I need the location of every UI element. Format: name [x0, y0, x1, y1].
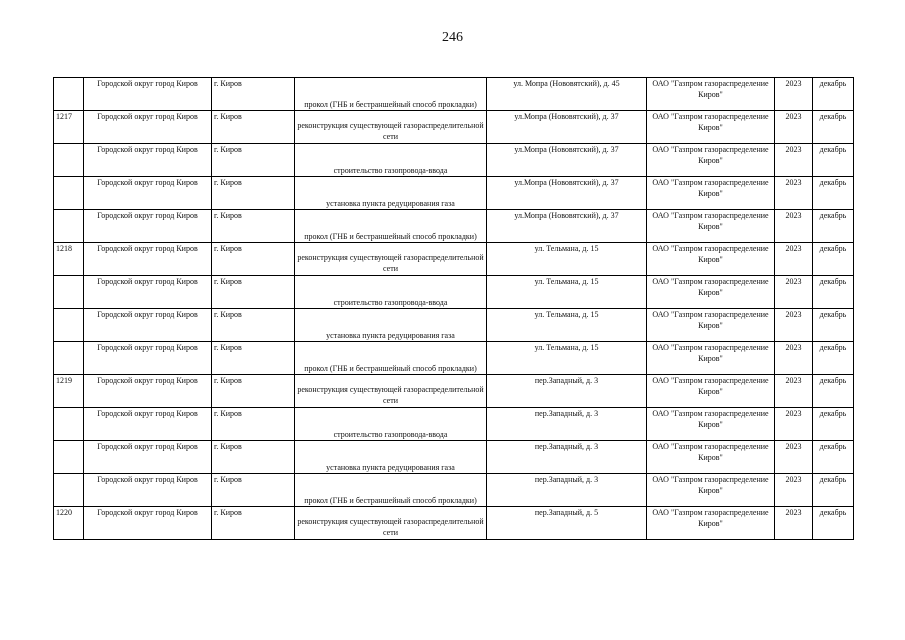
municipality-cell: Городской округ город Киров — [84, 78, 212, 111]
work-type-text: прокол (ГНБ и бестраншейный способ прокладки) — [304, 496, 477, 505]
month-cell: декабрь — [813, 375, 854, 408]
month-cell: декабрь — [813, 177, 854, 210]
year-cell: 2023 — [775, 78, 813, 111]
year-cell: 2023 — [775, 408, 813, 441]
organization-cell: ОАО "Газпром газораспределение Киров" — [647, 243, 775, 276]
work-type-cell — [295, 144, 487, 177]
work-type-cell — [295, 474, 487, 507]
work-type-cell — [295, 243, 487, 276]
municipality-cell: Городской округ город Киров — [84, 474, 212, 507]
year-cell: 2023 — [775, 276, 813, 309]
year-cell: 2023 — [775, 177, 813, 210]
work-type-cell — [295, 408, 487, 441]
month-cell: декабрь — [813, 441, 854, 474]
table-row — [54, 276, 854, 309]
address-cell: пер.Западный, д. 3 — [487, 408, 647, 441]
work-type-cell — [295, 441, 487, 474]
work-type-text: прокол (ГНБ и бестраншейный способ прокладки) — [304, 232, 477, 241]
month-cell: декабрь — [813, 276, 854, 309]
row-number-cell: 1220 — [54, 507, 84, 540]
work-type-text: установка пункта редуцирования газа — [326, 331, 455, 340]
address-cell: ул.Мопра (Нововятский), д. 37 — [487, 210, 647, 243]
work-type-cell — [295, 375, 487, 408]
city-cell: г. Киров — [212, 441, 295, 474]
municipality-cell: Городской округ город Киров — [84, 309, 212, 342]
address-cell: пер.Западный, д. 3 — [487, 375, 647, 408]
work-type-cell — [295, 111, 487, 144]
address-cell: ул. Тельмана, д. 15 — [487, 276, 647, 309]
organization-cell: ОАО "Газпром газораспределение Киров" — [647, 375, 775, 408]
work-type-cell — [295, 177, 487, 210]
month-cell: декабрь — [813, 408, 854, 441]
organization-cell: ОАО "Газпром газораспределение Киров" — [647, 177, 775, 210]
table-row — [54, 441, 854, 474]
year-cell: 2023 — [775, 144, 813, 177]
work-type-cell — [295, 507, 487, 540]
month-cell: декабрь — [813, 507, 854, 540]
city-cell: г. Киров — [212, 243, 295, 276]
year-cell: 2023 — [775, 243, 813, 276]
work-type-text: установка пункта редуцирования газа — [326, 463, 455, 472]
table-row — [54, 144, 854, 177]
table-row — [54, 78, 854, 111]
address-cell: пер.Западный, д. 3 — [487, 441, 647, 474]
municipality-cell: Городской округ город Киров — [84, 342, 212, 375]
gasification-table — [53, 77, 854, 540]
city-cell: г. Киров — [212, 210, 295, 243]
row-number-cell — [54, 78, 84, 111]
work-type-cell — [295, 78, 487, 111]
month-cell: декабрь — [813, 342, 854, 375]
work-type-text: реконструкция существующей газораспределительной сети — [297, 517, 484, 537]
city-cell: г. Киров — [212, 342, 295, 375]
municipality-cell: Городской округ город Киров — [84, 210, 212, 243]
address-cell: ул.Мопра (Нововятский), д. 37 — [487, 111, 647, 144]
row-number-cell — [54, 177, 84, 210]
year-cell: 2023 — [775, 210, 813, 243]
work-type-text: прокол (ГНБ и бестраншейный способ прокладки) — [304, 100, 477, 109]
row-number-cell — [54, 441, 84, 474]
municipality-cell: Городской округ город Киров — [84, 144, 212, 177]
city-cell: г. Киров — [212, 507, 295, 540]
table-row — [54, 309, 854, 342]
table-row — [54, 474, 854, 507]
municipality-cell: Городской округ город Киров — [84, 441, 212, 474]
month-cell: декабрь — [813, 309, 854, 342]
city-cell: г. Киров — [212, 408, 295, 441]
work-type-cell — [295, 342, 487, 375]
row-number-cell — [54, 408, 84, 441]
city-cell: г. Киров — [212, 144, 295, 177]
organization-cell: ОАО "Газпром газораспределение Киров" — [647, 309, 775, 342]
row-number-cell — [54, 276, 84, 309]
row-number-cell: 1217 — [54, 111, 84, 144]
month-cell: декабрь — [813, 144, 854, 177]
address-cell: ул.Мопра (Нововятский), д. 37 — [487, 177, 647, 210]
organization-cell: ОАО "Газпром газораспределение Киров" — [647, 78, 775, 111]
month-cell: декабрь — [813, 474, 854, 507]
row-number-cell: 1219 — [54, 375, 84, 408]
organization-cell: ОАО "Газпром газораспределение Киров" — [647, 276, 775, 309]
address-cell: ул. Мопра (Нововятский), д. 45 — [487, 78, 647, 111]
city-cell: г. Киров — [212, 375, 295, 408]
year-cell: 2023 — [775, 309, 813, 342]
work-type-text: строительство газопровода-ввода — [333, 166, 448, 175]
address-cell: ул. Тельмана, д. 15 — [487, 243, 647, 276]
municipality-cell: Городской округ город Киров — [84, 507, 212, 540]
municipality-cell: Городской округ город Киров — [84, 408, 212, 441]
year-cell: 2023 — [775, 441, 813, 474]
table-row — [54, 507, 854, 540]
year-cell: 2023 — [775, 111, 813, 144]
city-cell: г. Киров — [212, 474, 295, 507]
organization-cell: ОАО "Газпром газораспределение Киров" — [647, 474, 775, 507]
address-cell: ул. Тельмана, д. 15 — [487, 342, 647, 375]
work-type-text: реконструкция существующей газораспределительной сети — [297, 121, 484, 141]
table-row — [54, 111, 854, 144]
year-cell: 2023 — [775, 474, 813, 507]
municipality-cell: Городской округ город Киров — [84, 375, 212, 408]
city-cell: г. Киров — [212, 276, 295, 309]
table-row — [54, 243, 854, 276]
city-cell: г. Киров — [212, 177, 295, 210]
table-row — [54, 408, 854, 441]
work-type-text: реконструкция существующей газораспределительной сети — [297, 253, 484, 273]
organization-cell: ОАО "Газпром газораспределение Киров" — [647, 210, 775, 243]
work-type-text: прокол (ГНБ и бестраншейный способ прокладки) — [304, 364, 477, 373]
address-cell: ул.Мопра (Нововятский), д. 37 — [487, 144, 647, 177]
municipality-cell: Городской округ город Киров — [84, 243, 212, 276]
year-cell: 2023 — [775, 375, 813, 408]
month-cell: декабрь — [813, 210, 854, 243]
row-number-cell — [54, 309, 84, 342]
table-row — [54, 342, 854, 375]
address-cell: пер.Западный, д. 3 — [487, 474, 647, 507]
page-number: 246 — [442, 30, 463, 45]
municipality-cell: Городской округ город Киров — [84, 177, 212, 210]
row-number-cell — [54, 342, 84, 375]
work-type-cell — [295, 276, 487, 309]
work-type-text: строительство газопровода-ввода — [333, 298, 448, 307]
month-cell: декабрь — [813, 243, 854, 276]
organization-cell: ОАО "Газпром газораспределение Киров" — [647, 144, 775, 177]
table-row — [54, 177, 854, 210]
work-type-cell — [295, 309, 487, 342]
table-row — [54, 210, 854, 243]
organization-cell: ОАО "Газпром газораспределение Киров" — [647, 111, 775, 144]
row-number-cell — [54, 144, 84, 177]
table-row — [54, 375, 854, 408]
year-cell: 2023 — [775, 342, 813, 375]
municipality-cell: Городской округ город Киров — [84, 111, 212, 144]
city-cell: г. Киров — [212, 111, 295, 144]
organization-cell: ОАО "Газпром газораспределение Киров" — [647, 441, 775, 474]
work-type-cell — [295, 210, 487, 243]
address-cell: ул. Тельмана, д. 15 — [487, 309, 647, 342]
city-cell: г. Киров — [212, 78, 295, 111]
organization-cell: ОАО "Газпром газораспределение Киров" — [647, 342, 775, 375]
organization-cell: ОАО "Газпром газораспределение Киров" — [647, 408, 775, 441]
work-type-text: установка пункта редуцирования газа — [326, 199, 455, 208]
work-type-text: реконструкция существующей газораспределительной сети — [297, 385, 484, 405]
municipality-cell: Городской округ город Киров — [84, 276, 212, 309]
city-cell: г. Киров — [212, 309, 295, 342]
month-cell: декабрь — [813, 78, 854, 111]
organization-cell: ОАО "Газпром газораспределение Киров" — [647, 507, 775, 540]
year-cell: 2023 — [775, 507, 813, 540]
row-number-cell — [54, 474, 84, 507]
row-number-cell: 1218 — [54, 243, 84, 276]
row-number-cell — [54, 210, 84, 243]
work-type-text: строительство газопровода-ввода — [333, 430, 448, 439]
month-cell: декабрь — [813, 111, 854, 144]
address-cell: пер.Западный, д. 5 — [487, 507, 647, 540]
